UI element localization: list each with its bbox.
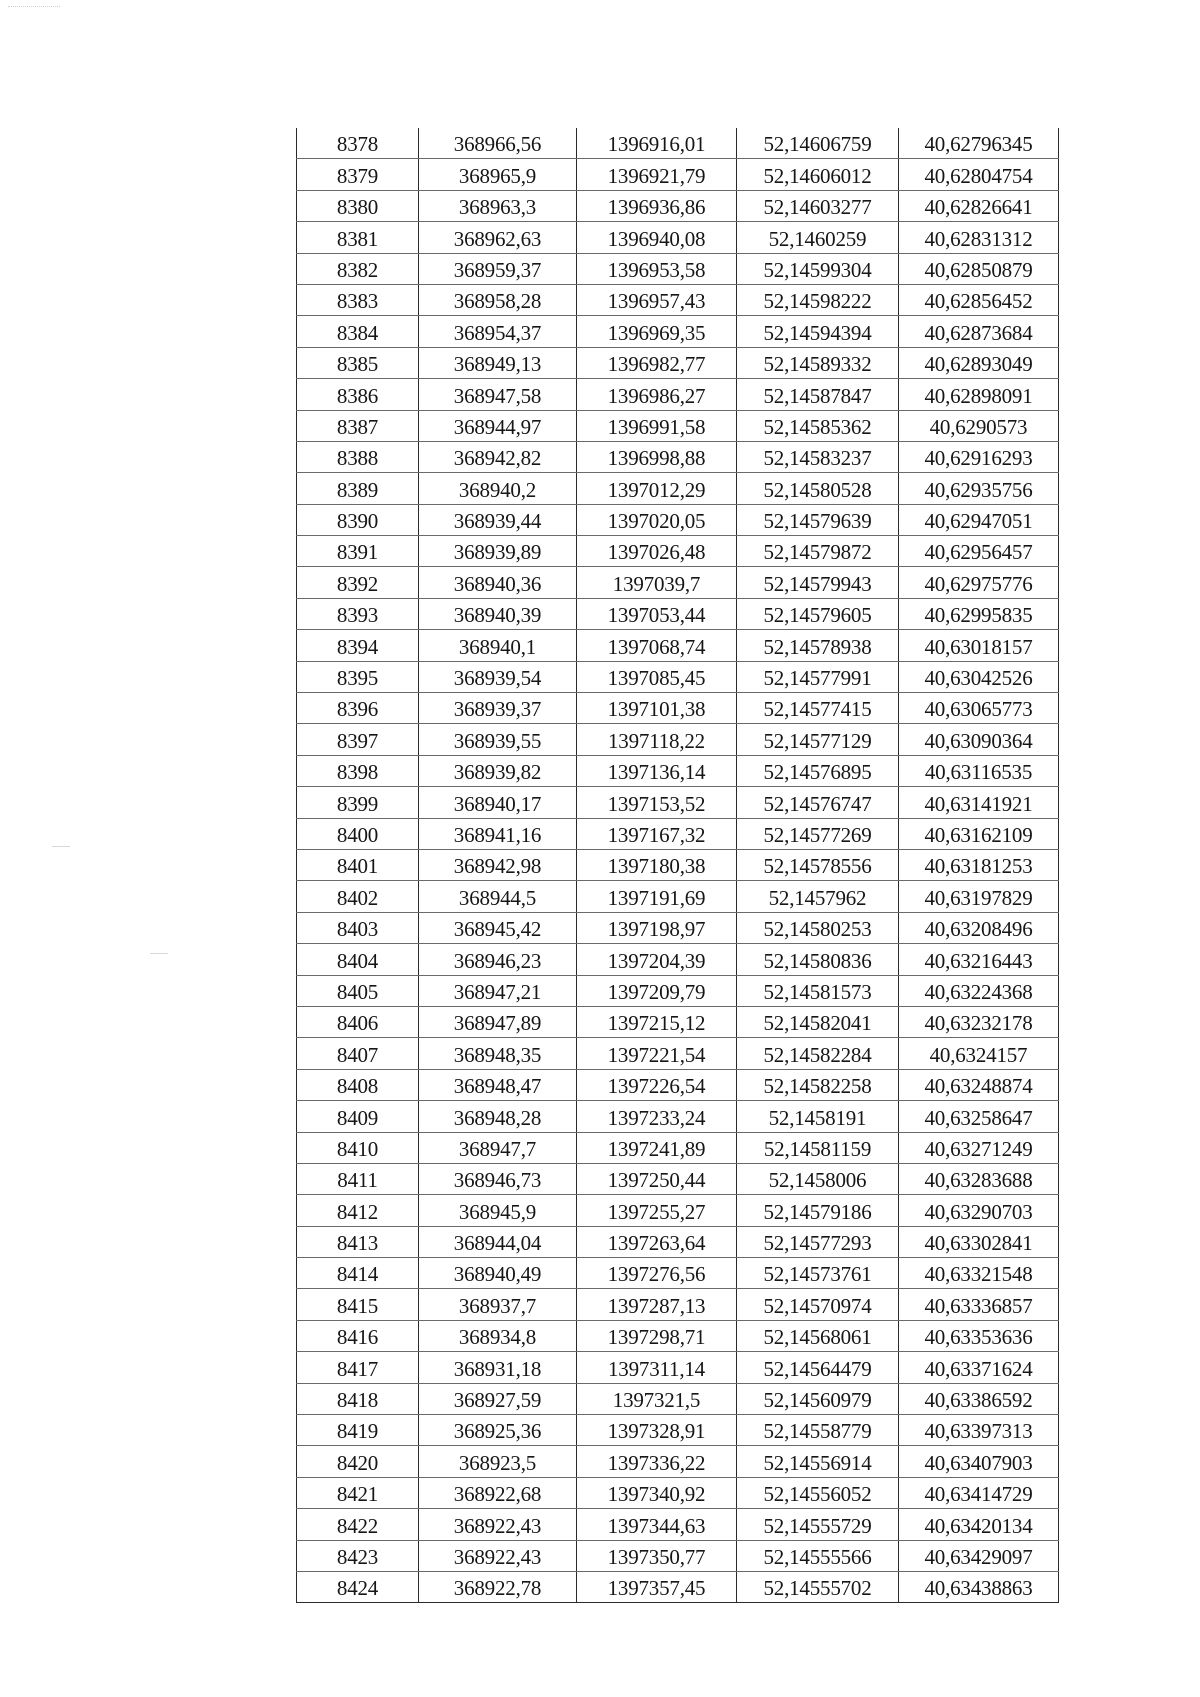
table-row <box>297 818 1059 849</box>
table-row <box>297 755 1059 786</box>
cell-coord-x: 368958,28 <box>419 284 577 315</box>
cell-point-number: 8419 <box>297 1415 419 1446</box>
cell-coord-y: 1397136,14 <box>577 755 737 786</box>
cell-point-number: 8405 <box>297 975 419 1006</box>
cell-longitude: 40,63258647 <box>899 1101 1059 1132</box>
cell-latitude: 52,1458006 <box>737 1163 899 1194</box>
table-row <box>297 441 1059 472</box>
cell-coord-x: 368922,43 <box>419 1540 577 1571</box>
cell-latitude: 52,14606012 <box>737 159 899 190</box>
cell-coord-y: 1397298,71 <box>577 1320 737 1351</box>
table-row <box>297 1226 1059 1257</box>
cell-coord-y: 1397321,5 <box>577 1383 737 1414</box>
cell-point-number: 8391 <box>297 536 419 567</box>
cell-coord-x: 368966,56 <box>419 128 577 159</box>
table-row <box>297 347 1059 378</box>
cell-point-number: 8401 <box>297 849 419 880</box>
cell-coord-y: 1396969,35 <box>577 316 737 347</box>
cell-coord-x: 368948,47 <box>419 1069 577 1100</box>
cell-coord-x: 368939,44 <box>419 504 577 535</box>
cell-longitude: 40,62826641 <box>899 190 1059 221</box>
cell-coord-y: 1397068,74 <box>577 630 737 661</box>
cell-point-number: 8384 <box>297 316 419 347</box>
cell-coord-y: 1397101,38 <box>577 693 737 724</box>
cell-coord-x: 368942,82 <box>419 441 577 472</box>
cell-latitude: 52,14556914 <box>737 1446 899 1477</box>
cell-latitude: 52,14579186 <box>737 1195 899 1226</box>
cell-coord-x: 368939,54 <box>419 661 577 692</box>
cell-latitude: 52,14599304 <box>737 253 899 284</box>
cell-point-number: 8398 <box>297 755 419 786</box>
cell-point-number: 8414 <box>297 1258 419 1289</box>
cell-longitude: 40,63353636 <box>899 1320 1059 1351</box>
cell-latitude: 52,14576895 <box>737 755 899 786</box>
cell-longitude: 40,63321548 <box>899 1258 1059 1289</box>
table-row <box>297 849 1059 880</box>
table-row <box>297 693 1059 724</box>
cell-latitude: 52,14580836 <box>737 944 899 975</box>
table-row <box>297 1540 1059 1571</box>
cell-coord-x: 368947,89 <box>419 1006 577 1037</box>
cell-coord-x: 368937,7 <box>419 1289 577 1320</box>
cell-longitude: 40,63065773 <box>899 693 1059 724</box>
table-row <box>297 1132 1059 1163</box>
table-row <box>297 1571 1059 1602</box>
cell-coord-x: 368927,59 <box>419 1383 577 1414</box>
table-row <box>297 1006 1059 1037</box>
cell-point-number: 8407 <box>297 1038 419 1069</box>
cell-coord-x: 368939,89 <box>419 536 577 567</box>
cell-latitude: 52,14578556 <box>737 849 899 880</box>
cell-longitude: 40,62893049 <box>899 347 1059 378</box>
cell-coord-x: 368934,8 <box>419 1320 577 1351</box>
cell-longitude: 40,63181253 <box>899 849 1059 880</box>
table-row <box>297 1069 1059 1100</box>
cell-coord-x: 368948,28 <box>419 1101 577 1132</box>
cell-coord-y: 1397153,52 <box>577 787 737 818</box>
cell-longitude: 40,63018157 <box>899 630 1059 661</box>
cell-point-number: 8421 <box>297 1477 419 1508</box>
cell-latitude: 52,14573761 <box>737 1258 899 1289</box>
cell-longitude: 40,63290703 <box>899 1195 1059 1226</box>
cell-point-number: 8409 <box>297 1101 419 1132</box>
table-row <box>297 975 1059 1006</box>
cell-coord-y: 1397344,63 <box>577 1509 737 1540</box>
cell-coord-x: 368947,21 <box>419 975 577 1006</box>
cell-coord-y: 1397263,64 <box>577 1226 737 1257</box>
cell-longitude: 40,63216443 <box>899 944 1059 975</box>
scan-artifact <box>8 6 60 10</box>
cell-latitude: 52,14606759 <box>737 128 899 159</box>
cell-coord-y: 1396982,77 <box>577 347 737 378</box>
cell-latitude: 52,14564479 <box>737 1352 899 1383</box>
cell-coord-y: 1396986,27 <box>577 379 737 410</box>
table-row <box>297 567 1059 598</box>
cell-latitude: 52,14578938 <box>737 630 899 661</box>
cell-latitude: 52,14579605 <box>737 598 899 629</box>
cell-latitude: 52,14555566 <box>737 1540 899 1571</box>
cell-coord-y: 1397167,32 <box>577 818 737 849</box>
cell-point-number: 8379 <box>297 159 419 190</box>
cell-coord-y: 1397250,44 <box>577 1163 737 1194</box>
cell-coord-y: 1397226,54 <box>577 1069 737 1100</box>
cell-longitude: 40,62873684 <box>899 316 1059 347</box>
table-row <box>297 410 1059 441</box>
cell-latitude: 52,14577415 <box>737 693 899 724</box>
cell-coord-x: 368940,39 <box>419 598 577 629</box>
table-row <box>297 881 1059 912</box>
cell-coord-x: 368922,68 <box>419 1477 577 1508</box>
cell-coord-y: 1397191,69 <box>577 881 737 912</box>
cell-coord-y: 1397118,22 <box>577 724 737 755</box>
table-row <box>297 724 1059 755</box>
cell-point-number: 8404 <box>297 944 419 975</box>
table-row <box>297 536 1059 567</box>
cell-latitude: 52,14577129 <box>737 724 899 755</box>
cell-coord-y: 1397311,14 <box>577 1352 737 1383</box>
cell-coord-x: 368946,73 <box>419 1163 577 1194</box>
cell-longitude: 40,63302841 <box>899 1226 1059 1257</box>
cell-coord-y: 1397020,05 <box>577 504 737 535</box>
cell-coord-x: 368949,13 <box>419 347 577 378</box>
cell-longitude: 40,63090364 <box>899 724 1059 755</box>
cell-point-number: 8389 <box>297 473 419 504</box>
cell-point-number: 8400 <box>297 818 419 849</box>
cell-coord-x: 368940,49 <box>419 1258 577 1289</box>
cell-point-number: 8408 <box>297 1069 419 1100</box>
cell-point-number: 8394 <box>297 630 419 661</box>
cell-coord-y: 1397026,48 <box>577 536 737 567</box>
cell-coord-x: 368922,78 <box>419 1571 577 1602</box>
cell-point-number: 8381 <box>297 222 419 253</box>
cell-coord-y: 1397276,56 <box>577 1258 737 1289</box>
cell-longitude: 40,62898091 <box>899 379 1059 410</box>
cell-point-number: 8378 <box>297 128 419 159</box>
cell-longitude: 40,63248874 <box>899 1069 1059 1100</box>
cell-longitude: 40,63407903 <box>899 1446 1059 1477</box>
cell-longitude: 40,62856452 <box>899 284 1059 315</box>
table-row <box>297 1509 1059 1540</box>
cell-coord-x: 368939,82 <box>419 755 577 786</box>
cell-point-number: 8412 <box>297 1195 419 1226</box>
cell-longitude: 40,62947051 <box>899 504 1059 535</box>
cell-coord-y: 1396936,86 <box>577 190 737 221</box>
cell-latitude: 52,14558779 <box>737 1415 899 1446</box>
cell-longitude: 40,63420134 <box>899 1509 1059 1540</box>
cell-coord-y: 1397198,97 <box>577 912 737 943</box>
cell-point-number: 8395 <box>297 661 419 692</box>
table-row <box>297 1195 1059 1226</box>
cell-point-number: 8388 <box>297 441 419 472</box>
cell-coord-x: 368941,16 <box>419 818 577 849</box>
cell-point-number: 8382 <box>297 253 419 284</box>
cell-point-number: 8403 <box>297 912 419 943</box>
cell-longitude: 40,63141921 <box>899 787 1059 818</box>
cell-longitude: 40,63271249 <box>899 1132 1059 1163</box>
cell-point-number: 8416 <box>297 1320 419 1351</box>
cell-point-number: 8402 <box>297 881 419 912</box>
table-row <box>297 912 1059 943</box>
cell-coord-x: 368946,23 <box>419 944 577 975</box>
cell-point-number: 8386 <box>297 379 419 410</box>
cell-coord-x: 368944,04 <box>419 1226 577 1257</box>
cell-latitude: 52,14577293 <box>737 1226 899 1257</box>
cell-point-number: 8387 <box>297 410 419 441</box>
cell-longitude: 40,62975776 <box>899 567 1059 598</box>
cell-coord-y: 1397039,7 <box>577 567 737 598</box>
cell-coord-x: 368945,9 <box>419 1195 577 1226</box>
cell-longitude: 40,63116535 <box>899 755 1059 786</box>
cell-coord-x: 368925,36 <box>419 1415 577 1446</box>
table-row <box>297 379 1059 410</box>
cell-longitude: 40,62831312 <box>899 222 1059 253</box>
cell-latitude: 52,14585362 <box>737 410 899 441</box>
cell-coord-y: 1396991,58 <box>577 410 737 441</box>
cell-coord-y: 1396957,43 <box>577 284 737 315</box>
cell-latitude: 52,14570974 <box>737 1289 899 1320</box>
cell-latitude: 52,14587847 <box>737 379 899 410</box>
table-row <box>297 1163 1059 1194</box>
cell-point-number: 8393 <box>297 598 419 629</box>
table-row <box>297 661 1059 692</box>
cell-point-number: 8415 <box>297 1289 419 1320</box>
table-row <box>297 787 1059 818</box>
table-row <box>297 504 1059 535</box>
cell-longitude: 40,63371624 <box>899 1352 1059 1383</box>
cell-longitude: 40,62916293 <box>899 441 1059 472</box>
cell-latitude: 52,14583237 <box>737 441 899 472</box>
cell-longitude: 40,62796345 <box>899 128 1059 159</box>
cell-longitude: 40,63042526 <box>899 661 1059 692</box>
table-row <box>297 222 1059 253</box>
cell-latitude: 52,14589332 <box>737 347 899 378</box>
cell-point-number: 8392 <box>297 567 419 598</box>
table-row <box>297 1415 1059 1446</box>
cell-longitude: 40,62995835 <box>899 598 1059 629</box>
table-row <box>297 944 1059 975</box>
cell-latitude: 52,14555729 <box>737 1509 899 1540</box>
cell-point-number: 8423 <box>297 1540 419 1571</box>
cell-coord-y: 1397012,29 <box>577 473 737 504</box>
cell-coord-x: 368940,1 <box>419 630 577 661</box>
cell-coord-y: 1397241,89 <box>577 1132 737 1163</box>
cell-longitude: 40,62804754 <box>899 159 1059 190</box>
cell-latitude: 52,14581159 <box>737 1132 899 1163</box>
table-row <box>297 1038 1059 1069</box>
cell-coord-y: 1397053,44 <box>577 598 737 629</box>
cell-point-number: 8422 <box>297 1509 419 1540</box>
cell-longitude: 40,6290573 <box>899 410 1059 441</box>
cell-longitude: 40,63162109 <box>899 818 1059 849</box>
cell-coord-y: 1396953,58 <box>577 253 737 284</box>
table-row <box>297 1477 1059 1508</box>
cell-longitude: 40,63336857 <box>899 1289 1059 1320</box>
table-row <box>297 128 1059 159</box>
cell-coord-y: 1396998,88 <box>577 441 737 472</box>
cell-coord-x: 368948,35 <box>419 1038 577 1069</box>
cell-coord-y: 1396921,79 <box>577 159 737 190</box>
cell-coord-x: 368944,5 <box>419 881 577 912</box>
cell-longitude: 40,63208496 <box>899 912 1059 943</box>
cell-latitude: 52,1460259 <box>737 222 899 253</box>
table-row <box>297 630 1059 661</box>
cell-latitude: 52,14581573 <box>737 975 899 1006</box>
cell-coord-y: 1397085,45 <box>577 661 737 692</box>
cell-longitude: 40,6324157 <box>899 1038 1059 1069</box>
cell-coord-y: 1397255,27 <box>577 1195 737 1226</box>
cell-latitude: 52,14556052 <box>737 1477 899 1508</box>
scan-speck <box>150 953 168 954</box>
cell-point-number: 8396 <box>297 693 419 724</box>
cell-longitude: 40,63414729 <box>899 1477 1059 1508</box>
cell-latitude: 52,14568061 <box>737 1320 899 1351</box>
cell-coord-x: 368942,98 <box>419 849 577 880</box>
cell-point-number: 8417 <box>297 1352 419 1383</box>
cell-coord-x: 368923,5 <box>419 1446 577 1477</box>
table-row <box>297 253 1059 284</box>
table-row <box>297 1320 1059 1351</box>
table-row <box>297 190 1059 221</box>
cell-longitude: 40,62935756 <box>899 473 1059 504</box>
cell-coord-x: 368965,9 <box>419 159 577 190</box>
table-row <box>297 159 1059 190</box>
cell-coord-x: 368944,97 <box>419 410 577 441</box>
cell-latitude: 52,14598222 <box>737 284 899 315</box>
cell-latitude: 52,14577991 <box>737 661 899 692</box>
cell-longitude: 40,63438863 <box>899 1571 1059 1602</box>
cell-latitude: 52,1458191 <box>737 1101 899 1132</box>
cell-latitude: 52,14580253 <box>737 912 899 943</box>
cell-point-number: 8420 <box>297 1446 419 1477</box>
cell-coord-y: 1397215,12 <box>577 1006 737 1037</box>
cell-coord-x: 368922,43 <box>419 1509 577 1540</box>
cell-coord-y: 1396916,01 <box>577 128 737 159</box>
cell-longitude: 40,63232178 <box>899 1006 1059 1037</box>
cell-longitude: 40,63397313 <box>899 1415 1059 1446</box>
cell-point-number: 8383 <box>297 284 419 315</box>
cell-point-number: 8411 <box>297 1163 419 1194</box>
cell-coord-y: 1397233,24 <box>577 1101 737 1132</box>
table-row <box>297 1352 1059 1383</box>
cell-point-number: 8380 <box>297 190 419 221</box>
cell-latitude: 52,14579639 <box>737 504 899 535</box>
cell-coord-y: 1397357,45 <box>577 1571 737 1602</box>
cell-point-number: 8399 <box>297 787 419 818</box>
cell-longitude: 40,63197829 <box>899 881 1059 912</box>
cell-coord-x: 368940,17 <box>419 787 577 818</box>
scan-speck <box>52 846 70 847</box>
cell-latitude: 52,14579872 <box>737 536 899 567</box>
cell-latitude: 52,14603277 <box>737 190 899 221</box>
cell-coord-y: 1396940,08 <box>577 222 737 253</box>
cell-latitude: 52,14560979 <box>737 1383 899 1414</box>
cell-latitude: 52,14579943 <box>737 567 899 598</box>
table-row <box>297 598 1059 629</box>
cell-point-number: 8410 <box>297 1132 419 1163</box>
cell-point-number: 8385 <box>297 347 419 378</box>
cell-coord-x: 368940,36 <box>419 567 577 598</box>
coordinates-table <box>296 128 1059 1603</box>
table-row <box>297 284 1059 315</box>
table-row <box>297 473 1059 504</box>
cell-latitude: 52,14582258 <box>737 1069 899 1100</box>
cell-coord-y: 1397287,13 <box>577 1289 737 1320</box>
cell-longitude: 40,63386592 <box>899 1383 1059 1414</box>
cell-coord-x: 368940,2 <box>419 473 577 504</box>
cell-latitude: 52,14594394 <box>737 316 899 347</box>
cell-longitude: 40,62956457 <box>899 536 1059 567</box>
cell-latitude: 52,14582041 <box>737 1006 899 1037</box>
cell-latitude: 52,1457962 <box>737 881 899 912</box>
coordinates-table-body <box>297 128 1059 1603</box>
cell-coord-y: 1397336,22 <box>577 1446 737 1477</box>
table-row <box>297 1101 1059 1132</box>
cell-point-number: 8397 <box>297 724 419 755</box>
table-row <box>297 1258 1059 1289</box>
cell-point-number: 8424 <box>297 1571 419 1602</box>
cell-latitude: 52,14577269 <box>737 818 899 849</box>
table-row <box>297 1383 1059 1414</box>
cell-longitude: 40,63283688 <box>899 1163 1059 1194</box>
cell-point-number: 8418 <box>297 1383 419 1414</box>
cell-latitude: 52,14582284 <box>737 1038 899 1069</box>
cell-coord-y: 1397204,39 <box>577 944 737 975</box>
cell-coord-x: 368947,7 <box>419 1132 577 1163</box>
cell-coord-x: 368947,58 <box>419 379 577 410</box>
cell-coord-x: 368931,18 <box>419 1352 577 1383</box>
cell-latitude: 52,14555702 <box>737 1571 899 1602</box>
cell-point-number: 8390 <box>297 504 419 535</box>
cell-coord-y: 1397328,91 <box>577 1415 737 1446</box>
cell-point-number: 8406 <box>297 1006 419 1037</box>
cell-coord-y: 1397340,92 <box>577 1477 737 1508</box>
table-row <box>297 1289 1059 1320</box>
cell-longitude: 40,63224368 <box>899 975 1059 1006</box>
cell-coord-x: 368963,3 <box>419 190 577 221</box>
cell-coord-x: 368945,42 <box>419 912 577 943</box>
cell-coord-x: 368959,37 <box>419 253 577 284</box>
table-row <box>297 1446 1059 1477</box>
cell-coord-y: 1397221,54 <box>577 1038 737 1069</box>
cell-latitude: 52,14576747 <box>737 787 899 818</box>
cell-coord-y: 1397180,38 <box>577 849 737 880</box>
cell-coord-x: 368962,63 <box>419 222 577 253</box>
cell-longitude: 40,62850879 <box>899 253 1059 284</box>
cell-coord-x: 368954,37 <box>419 316 577 347</box>
cell-coord-x: 368939,37 <box>419 693 577 724</box>
cell-coord-y: 1397209,79 <box>577 975 737 1006</box>
cell-coord-y: 1397350,77 <box>577 1540 737 1571</box>
cell-longitude: 40,63429097 <box>899 1540 1059 1571</box>
cell-coord-x: 368939,55 <box>419 724 577 755</box>
cell-point-number: 8413 <box>297 1226 419 1257</box>
cell-latitude: 52,14580528 <box>737 473 899 504</box>
table-row <box>297 316 1059 347</box>
